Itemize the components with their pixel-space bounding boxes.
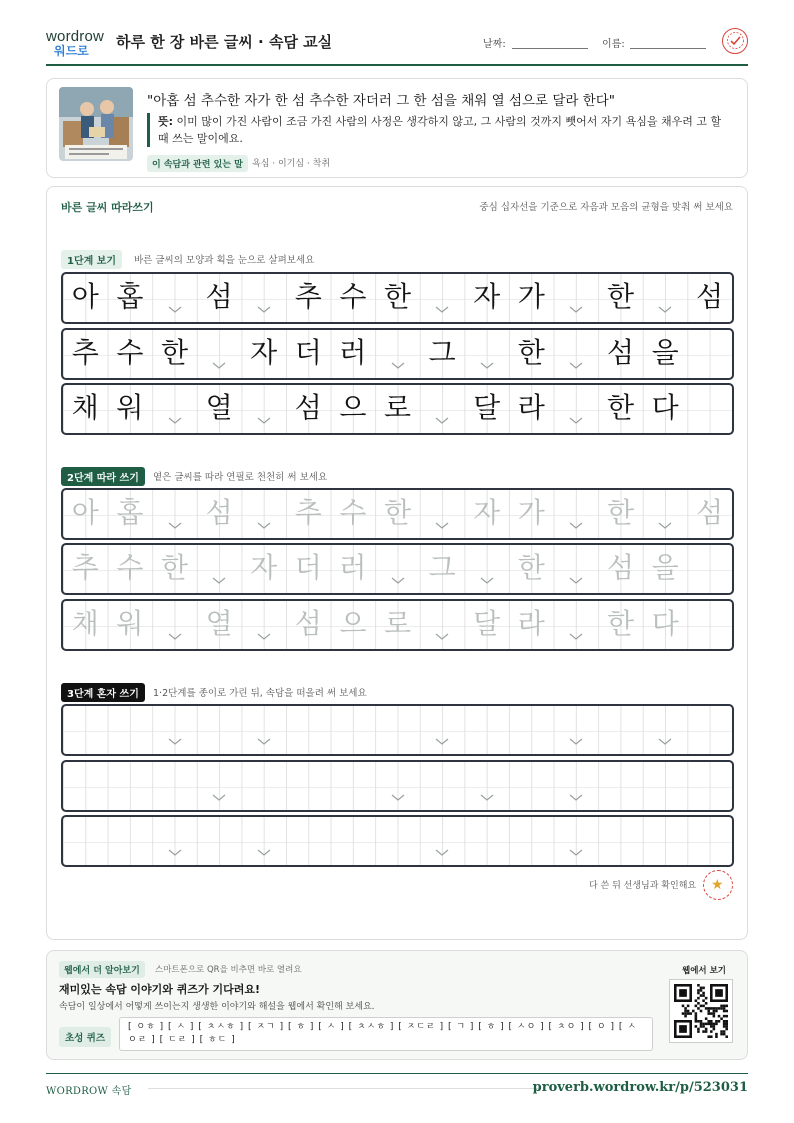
proverb-text: "아홉 섬 추수한 자가 한 섬 추수한 자더러 그 한 섬을 채워 열 섬으로 달라 한다" (147, 93, 616, 109)
syllable-cell: 열 (205, 607, 233, 640)
writing-row[interactable] (61, 543, 734, 595)
practice-title: 바른 글씨 따라쓰기 (61, 201, 154, 214)
syllable-cell: 홉 (116, 496, 144, 529)
syllable-cell: 자 (250, 336, 278, 369)
spacing-mark-icon (168, 522, 182, 530)
qr-label: 웹에서 보기 (682, 966, 727, 976)
writing-row (61, 383, 734, 435)
footer-brand: WORDROW 속담 (46, 1086, 132, 1097)
syllable-cell: 섬 (606, 336, 635, 369)
spacing-mark-icon (257, 849, 271, 857)
spacing-mark-icon (435, 417, 449, 425)
syllable-cell: 자 (250, 551, 278, 584)
syllable-cell: 섬 (294, 607, 322, 640)
spacing-mark-icon (480, 794, 494, 802)
syllable-cell: 추 (294, 496, 322, 529)
spacing-mark-icon (569, 849, 583, 857)
syllable-cell: 섬 (696, 496, 724, 529)
spacing-mark-icon (569, 306, 583, 314)
logo-wordmark: wordrow (46, 28, 105, 45)
writing-row[interactable] (61, 488, 734, 540)
proverb-meaning (147, 113, 732, 147)
syllable-cell: 홉 (116, 280, 144, 313)
syllable-cell: 그 (428, 336, 456, 369)
writing-row (61, 328, 734, 380)
spacing-mark-icon (257, 417, 271, 425)
spacing-mark-icon (212, 577, 226, 585)
spacing-mark-icon (168, 738, 182, 746)
syllable-cell: 자 (473, 280, 501, 313)
syllable-cell: 한 (383, 496, 412, 529)
syllable-cell: 러 (339, 551, 367, 584)
logo-korean: 워드로 (54, 44, 89, 58)
spacing-mark-icon (569, 362, 583, 370)
syllable-cell: 한 (606, 607, 635, 640)
star-icon: ★ (711, 877, 724, 893)
footer-rule (148, 1088, 540, 1089)
syllable-cell: 섬 (205, 280, 233, 313)
related-badge: 이 속담과 관련 있는 말 (147, 155, 248, 172)
spacing-mark-icon (391, 362, 405, 370)
syllable-cell: 수 (116, 336, 144, 369)
name-field[interactable] (630, 48, 706, 49)
spacing-mark-icon (435, 738, 449, 746)
stage3-badge: 3단계 혼자 쓰기 (61, 683, 145, 702)
syllable-cell: 아 (71, 280, 99, 313)
spacing-mark-icon (212, 362, 226, 370)
syllable-cell: 한 (606, 280, 635, 313)
spacing-mark-icon (569, 577, 583, 585)
good-job-stamp-icon (722, 28, 748, 54)
stage2-desc: 옅은 글씨를 따라 연필로 천천히 써 보세요 (153, 472, 328, 483)
syllable-cell: 열 (205, 391, 233, 424)
stage1-badge: 1단계 보기 (61, 250, 122, 269)
stage2-badge: 2단계 따라 쓰기 (61, 467, 145, 486)
syllable-cell: 로 (383, 607, 412, 640)
date-label: 날짜: (483, 39, 506, 50)
practice-note: 중심 십자선을 기준으로 자음과 모음의 균형을 맞춰 써 보세요 (479, 202, 733, 213)
spacing-mark-icon (658, 522, 672, 530)
footer-url[interactable]: proverb.wordrow.kr/p/523031 (532, 1080, 748, 1095)
proverb-card (46, 78, 748, 178)
qr-code-icon[interactable] (669, 979, 733, 1043)
syllable-cell: 수 (116, 551, 144, 584)
spacing-mark-icon (257, 522, 271, 530)
syllable-cell: 러 (339, 336, 367, 369)
spacing-mark-icon (257, 738, 271, 746)
spacing-mark-icon (569, 633, 583, 641)
spacing-mark-icon (658, 738, 672, 746)
stage1-desc: 바른 글씨의 모양과 획을 눈으로 살펴보세요 (134, 255, 315, 266)
teacher-check-stamp-icon (703, 870, 733, 900)
syllable-cell: 한 (383, 280, 412, 313)
name-label: 이름: (602, 39, 625, 50)
syllable-cell: 더 (294, 336, 322, 369)
spacing-mark-icon (480, 362, 494, 370)
spacing-mark-icon (168, 417, 182, 425)
wordrow-logo (46, 28, 110, 58)
syllable-cell: 수 (339, 280, 367, 313)
syllable-cell: 달 (473, 607, 501, 640)
syllable-cell: 가 (517, 496, 545, 529)
syllable-cell: 한 (160, 336, 189, 369)
meaning-label: 뜻: (158, 115, 174, 128)
page-header (46, 22, 748, 66)
web-info-box (46, 950, 748, 1060)
syllable-cell: 추 (71, 551, 99, 584)
spacing-mark-icon (435, 849, 449, 857)
spacing-mark-icon (435, 522, 449, 530)
syllable-cell: 워 (116, 391, 144, 424)
web-title: 재미있는 속담 이야기와 퀴즈가 기다려요! (59, 983, 260, 996)
writing-row[interactable] (61, 815, 734, 867)
syllable-cell: 자 (473, 496, 501, 529)
syllable-cell: 을 (651, 336, 679, 369)
syllable-cell: 수 (339, 496, 367, 529)
syllable-cell: 섬 (696, 280, 724, 313)
syllable-cell: 채 (71, 607, 99, 640)
syllable-cell: 한 (517, 336, 545, 369)
syllable-cell: 한 (606, 391, 635, 424)
syllable-cell: 섬 (205, 496, 233, 529)
writing-row[interactable] (61, 760, 734, 812)
syllable-cell: 한 (160, 551, 189, 584)
syllable-cell: 을 (651, 551, 679, 584)
syllable-cell: 다 (651, 391, 679, 424)
spacing-mark-icon (658, 306, 672, 314)
syllable-cell: 가 (517, 280, 545, 313)
page-title: 하루 한 장 바른 글씨 · 속담 교실 (116, 33, 333, 51)
syllable-cell: 워 (116, 607, 144, 640)
stage3-desc: 1·2단계를 종이로 가린 뒤, 속담을 떠올려 써 보세요 (153, 688, 367, 699)
writing-row (61, 272, 734, 324)
web-hint: 스마트폰으로 QR을 비추면 바로 열려요 (155, 965, 302, 975)
spacing-mark-icon (569, 738, 583, 746)
spacing-mark-icon (212, 794, 226, 802)
syllable-cell: 한 (606, 496, 635, 529)
syllable-cell: 그 (428, 551, 456, 584)
syllable-cell: 라 (517, 391, 545, 424)
spacing-mark-icon (569, 522, 583, 530)
web-badge: 웹에서 더 알아보기 (59, 961, 145, 978)
date-field[interactable] (512, 48, 588, 49)
syllable-cell: 섬 (606, 551, 635, 584)
spacing-mark-icon (569, 417, 583, 425)
related-words: 욕심 · 이기심 · 착취 (252, 159, 331, 169)
syllable-cell: 으 (339, 607, 367, 640)
syllable-cell: 아 (71, 496, 99, 529)
spacing-mark-icon (168, 633, 182, 641)
footer-divider (46, 1073, 748, 1074)
writing-row[interactable] (61, 704, 734, 756)
syllable-cell: 로 (383, 391, 412, 424)
syllable-cell: 다 (651, 607, 679, 640)
quiz-badge: 초성 퀴즈 (59, 1027, 111, 1047)
syllable-cell: 채 (71, 391, 99, 424)
syllable-cell: 더 (294, 551, 322, 584)
syllable-cell: 달 (473, 391, 501, 424)
syllable-cell: 으 (339, 391, 367, 424)
spacing-mark-icon (257, 306, 271, 314)
syllable-cell: 추 (71, 336, 99, 369)
meaning-text: 이미 많이 가진 사람이 조금 가진 사람의 사정은 생각하지 않고, 그 사람의 것까지 뺏어서 자기 욕심을 채우려 고 할 때 쓰는 말이에요. (158, 115, 722, 145)
initial-consonant-quiz: [ ㅇㅎ ] [ ㅅ ] [ ㅊㅅㅎ ] [ ㅈㄱ ] [ ㅎ ] [ ㅅ ] [ ㅊㅅㅎ ] [ ㅈㄷㄹ ] [ ㄱ ] [ ㅎ ] [ ㅅㅇ ] [ ㅊㅇ ] [ ㅇ ] [ ㅅㅇㄹ ] [ ㄷㄹ ] [ ㅎㄷ ] (119, 1017, 653, 1051)
spacing-mark-icon (391, 794, 405, 802)
spacing-mark-icon (435, 306, 449, 314)
syllable-cell: 추 (294, 280, 322, 313)
web-desc: 속담이 일상에서 어떻게 쓰이는지 생생한 이야기와 해설을 웹에서 확인해 보세요. (59, 1002, 375, 1012)
spacing-mark-icon (168, 849, 182, 857)
proverb-illustration (59, 87, 133, 161)
syllable-cell: 라 (517, 607, 545, 640)
spacing-mark-icon (480, 577, 494, 585)
syllable-cell: 섬 (294, 391, 322, 424)
spacing-mark-icon (257, 633, 271, 641)
spacing-mark-icon (168, 306, 182, 314)
writing-row[interactable] (61, 599, 734, 651)
spacing-mark-icon (569, 794, 583, 802)
spacing-mark-icon (391, 577, 405, 585)
spacing-mark-icon (435, 633, 449, 641)
verify-text: 다 쓴 뒤 선생님과 확인해요 (589, 881, 697, 891)
syllable-cell: 한 (517, 551, 545, 584)
